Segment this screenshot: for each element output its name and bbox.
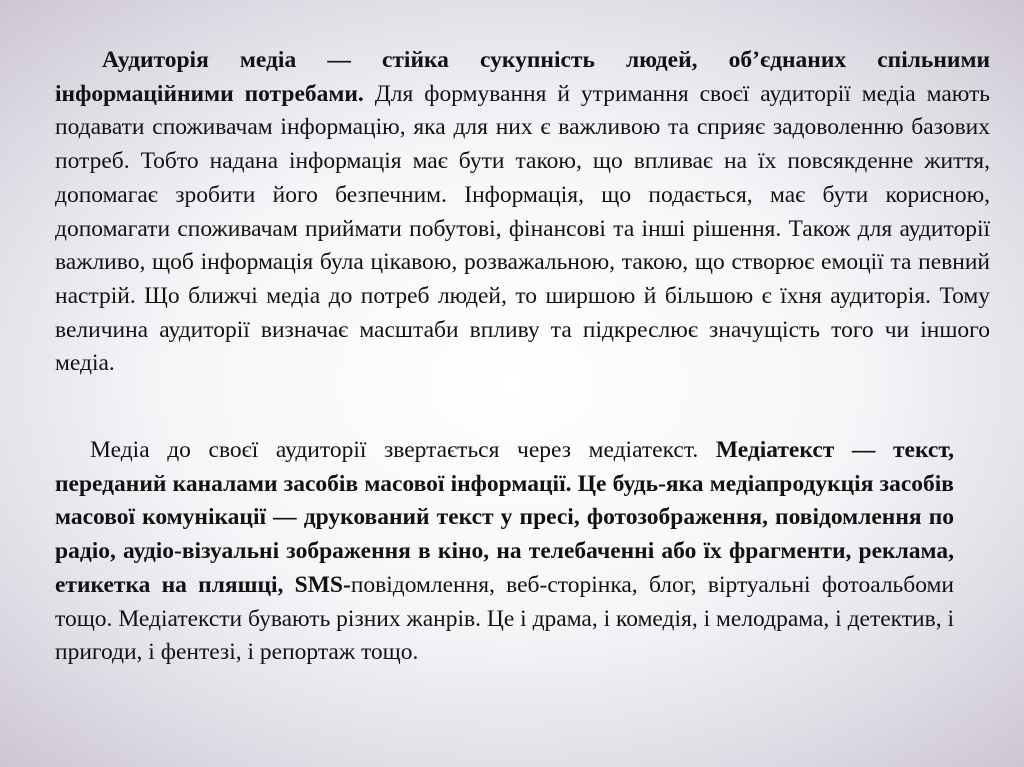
media-text-intro: Медіа до своєї аудиторії звертається через медіатекст. bbox=[90, 437, 716, 463]
paragraph-media-audience bbox=[55, 44, 990, 381]
media-text-paragraph-body: повідомлення, веб-сторінка, блог, віртуальні фотоальбоми тощо. Медіатексти бувають різних жанрів. Це і драма, і комедія, і мелодрама, і детектив, і пригоди, і фентезі, і репортаж тощо. bbox=[55, 571, 954, 666]
audience-definition-bold: Аудиторія медіа — стійка сукупність людей, об’єднаних спільними інформаційними потребами. bbox=[55, 47, 990, 107]
audience-paragraph-body: Для формування й утримання своєї аудиторії медіа мають подавати споживачам інформацію, яка для них є важливою та сприяє задоволенню базових потреб. Тобто надана інформація має бути такою, що впливає на їх повсякденне життя, допомагає зробити його безпечним. Інформація, що подається, має бути корисною, допомагати споживачам приймати побутові, фінансові та інші рішення. Також для аудиторії важливо, щоб інформація була цікавою, розважальною, такою, що створює емоції та певний настрій. Що ближчі медіа до потреб людей, то ширшою й більшою є їхня аудиторія. Тому величина аудиторії визначає масштаби впливу та підкреслює значущість того чи іншого медіа. bbox=[55, 80, 991, 377]
paragraph-media-text bbox=[55, 434, 954, 670]
media-text-definition-bold: Медіатекст — текст, переданий каналами засобів масової інформації. Це будь-яка медіапродукція засобів масової комунікації — друкований текст у пресі, фотозображення, повідомлення по радіо, аудіо-візуальні зображення в кіно, на телебаченні або їх фрагменти, реклама, етикетка на пляшці, SMS- bbox=[55, 437, 954, 598]
